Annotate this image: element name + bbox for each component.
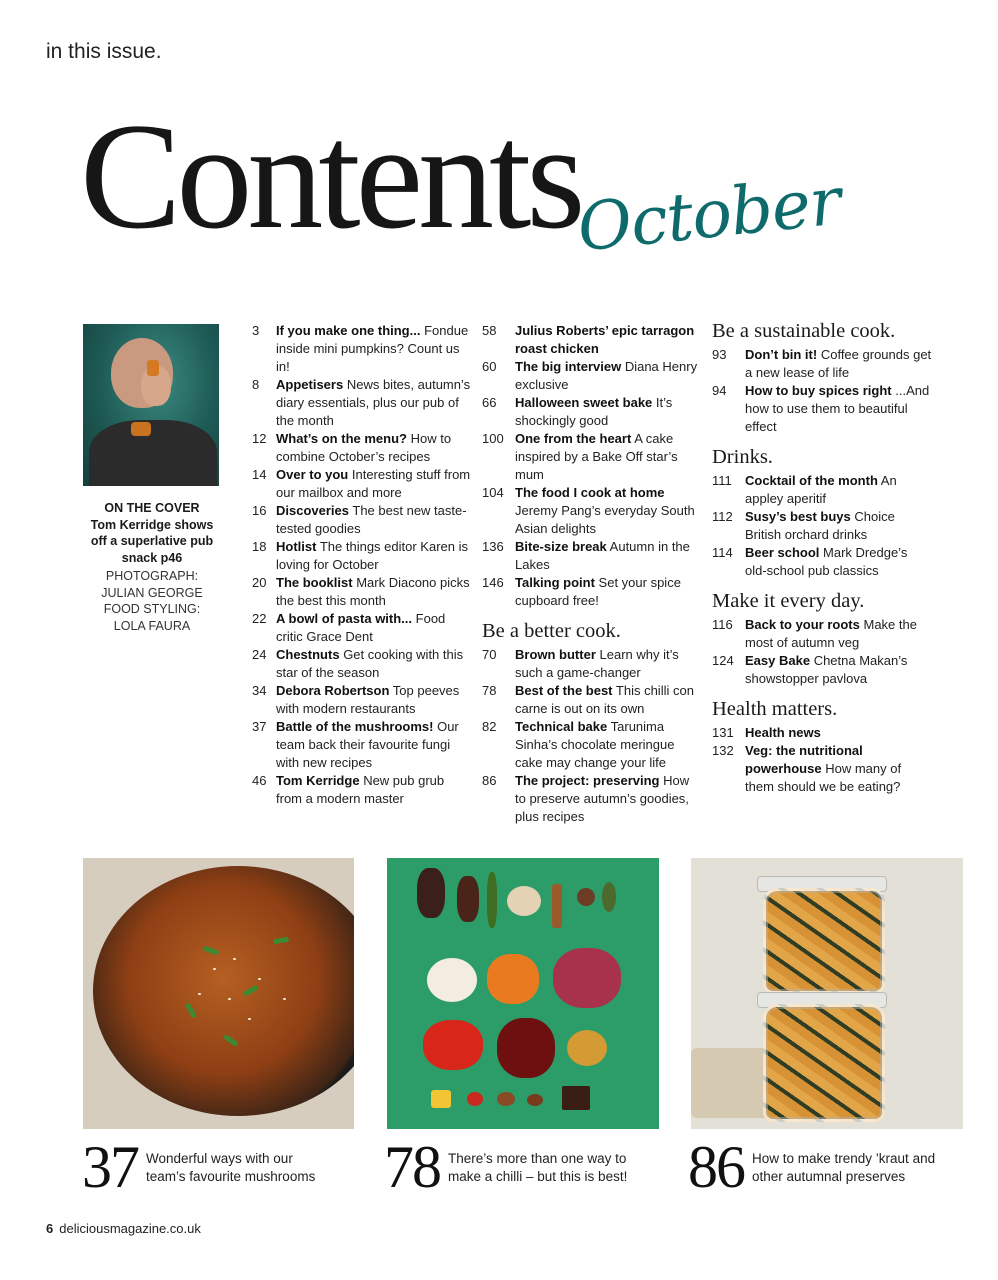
feature-callout[interactable] bbox=[688, 1134, 952, 1200]
section-heading-health: Health matters. bbox=[712, 698, 838, 720]
contents-entry[interactable]: 124 Easy Bake Chetna Makan’s showstopper pavlova bbox=[712, 653, 908, 686]
contents-entry[interactable]: 146 Talking point Set your spice cupboard free! bbox=[482, 575, 681, 608]
section-kicker: in this issue. bbox=[46, 40, 162, 63]
contents-entry[interactable]: 12 What’s on the menu? How to combine October’s recipes bbox=[252, 431, 452, 464]
contents-entry[interactable]: 111 Cocktail of the month An appley aperitif bbox=[712, 473, 897, 506]
contents-entry[interactable]: 37 Battle of the mushrooms! Our team back their favourite fungi with new recipes bbox=[252, 719, 459, 770]
contents-entry[interactable]: 34 Debora Robertson Top peeves with modern restaurants bbox=[252, 683, 460, 716]
contents-entry[interactable]: 136 Bite-size break Autumn in the Lakes bbox=[482, 539, 690, 572]
cover-photo bbox=[83, 324, 219, 486]
kraut-jars-photo bbox=[691, 858, 963, 1129]
contents-entry[interactable]: 114 Beer school Mark Dredge’s old-school pub classics bbox=[712, 545, 908, 578]
month-script: October bbox=[574, 162, 844, 267]
contents-column-1 bbox=[252, 322, 472, 808]
feature-number: 78 bbox=[384, 1134, 440, 1200]
feature-text: Wonderful ways with our team’s favourite mushrooms bbox=[146, 1151, 316, 1184]
contents-entry[interactable]: 86 The project: preserving How to preserve autumn’s goodies, plus recipes bbox=[482, 773, 690, 824]
contents-entry[interactable]: 58 Julius Roberts’ epic tarragon roast chicken bbox=[482, 323, 695, 356]
feature-callout[interactable] bbox=[82, 1134, 336, 1200]
contents-entry[interactable]: 46 Tom Kerridge New pub grub from a modern master bbox=[252, 773, 445, 806]
contents-entry[interactable]: 78 Best of the best This chilli con carne is out on its own bbox=[482, 683, 694, 716]
contents-entry[interactable]: 66 Halloween sweet bake It’s shockingly good bbox=[482, 395, 673, 428]
mushroom-noodles-photo bbox=[83, 858, 354, 1129]
section-heading-everyday: Make it every day. bbox=[712, 590, 865, 612]
page-footer bbox=[46, 1221, 201, 1236]
contents-entry[interactable]: 16 Discoveries The best new taste-tested goodies bbox=[252, 503, 467, 536]
section-heading-better-cook: Be a better cook. bbox=[482, 620, 621, 642]
contents-entry[interactable]: 132 Veg: the nutritional powerhouse How many of them should we be eating? bbox=[712, 743, 902, 794]
contents-entry[interactable]: 24 Chestnuts Get cooking with this star of the season bbox=[252, 647, 464, 680]
feature-number: 37 bbox=[82, 1134, 138, 1200]
contents-entry[interactable]: 112 Susy’s best buys Choice British orchard drinks bbox=[712, 509, 895, 542]
contents-entry[interactable]: 131 Health news bbox=[712, 725, 821, 740]
contents-entry[interactable]: 82 Technical bake Tarunima Sinha’s chocolate meringue cake may change your life bbox=[482, 719, 675, 770]
contents-entry[interactable]: 70 Brown butter Learn why it’s such a game-changer bbox=[482, 647, 679, 680]
feature-text: There’s more than one way to make a chilli – but this is best! bbox=[448, 1151, 628, 1184]
site-url: deliciousmagazine.co.uk bbox=[59, 1221, 201, 1236]
contents-entry[interactable]: 104 The food I cook at home Jeremy Pang’s everyday South Asian delights bbox=[482, 485, 695, 536]
contents-column-3 bbox=[712, 318, 932, 796]
cover-caption bbox=[83, 500, 221, 634]
contents-entry[interactable]: 18 Hotlist The things editor Karen is loving for October bbox=[252, 539, 468, 572]
cover-credit: PHOTOGRAPH: JULIAN GEORGE FOOD STYLING: LOLA FAURA bbox=[101, 569, 203, 633]
page-title: Contents bbox=[80, 92, 581, 260]
contents-entry[interactable]: 93 Don’t bin it! Coffee grounds get a new lease of life bbox=[712, 347, 932, 380]
section-heading-sustainable: Be a sustainable cook. bbox=[712, 320, 896, 342]
contents-entry[interactable]: 14 Over to you Interesting stuff from our mailbox and more bbox=[252, 467, 471, 500]
feature-number: 86 bbox=[688, 1134, 744, 1200]
feature-callout[interactable] bbox=[384, 1134, 643, 1200]
contents-entry[interactable]: 116 Back to your roots Make the most of autumn veg bbox=[712, 617, 917, 650]
section-heading-drinks: Drinks. bbox=[712, 446, 773, 468]
contents-entry[interactable]: 20 The booklist Mark Diacono picks the best this month bbox=[252, 575, 470, 608]
contents-entry[interactable]: 8 Appetisers News bites, autumn’s diary essentials, plus our pub of the month bbox=[252, 377, 471, 428]
contents-entry[interactable]: 100 One from the heart A cake inspired by a Bake Off star’s mum bbox=[482, 431, 678, 482]
contents-entry[interactable]: 60 The big interview Diana Henry exclusive bbox=[482, 359, 698, 392]
chilli-ingredients-photo bbox=[387, 858, 659, 1129]
contents-entry[interactable]: 22 A bowl of pasta with... Food critic Grace Dent bbox=[252, 611, 446, 644]
contents-entry[interactable]: 3 If you make one thing... Fondue inside mini pumpkins? Count us in! bbox=[252, 323, 469, 374]
feature-text: How to make trendy ’kraut and other autumnal preserves bbox=[752, 1151, 936, 1184]
cover-label: ON THE COVER bbox=[104, 501, 200, 515]
page-number: 6 bbox=[46, 1221, 54, 1236]
cover-description: Tom Kerridge shows off a superlative pub snack p46 bbox=[90, 517, 214, 565]
contents-entry[interactable]: 94 How to buy spices right ...And how to use them to beautiful effect bbox=[712, 383, 930, 434]
contents-column-2 bbox=[482, 322, 702, 826]
